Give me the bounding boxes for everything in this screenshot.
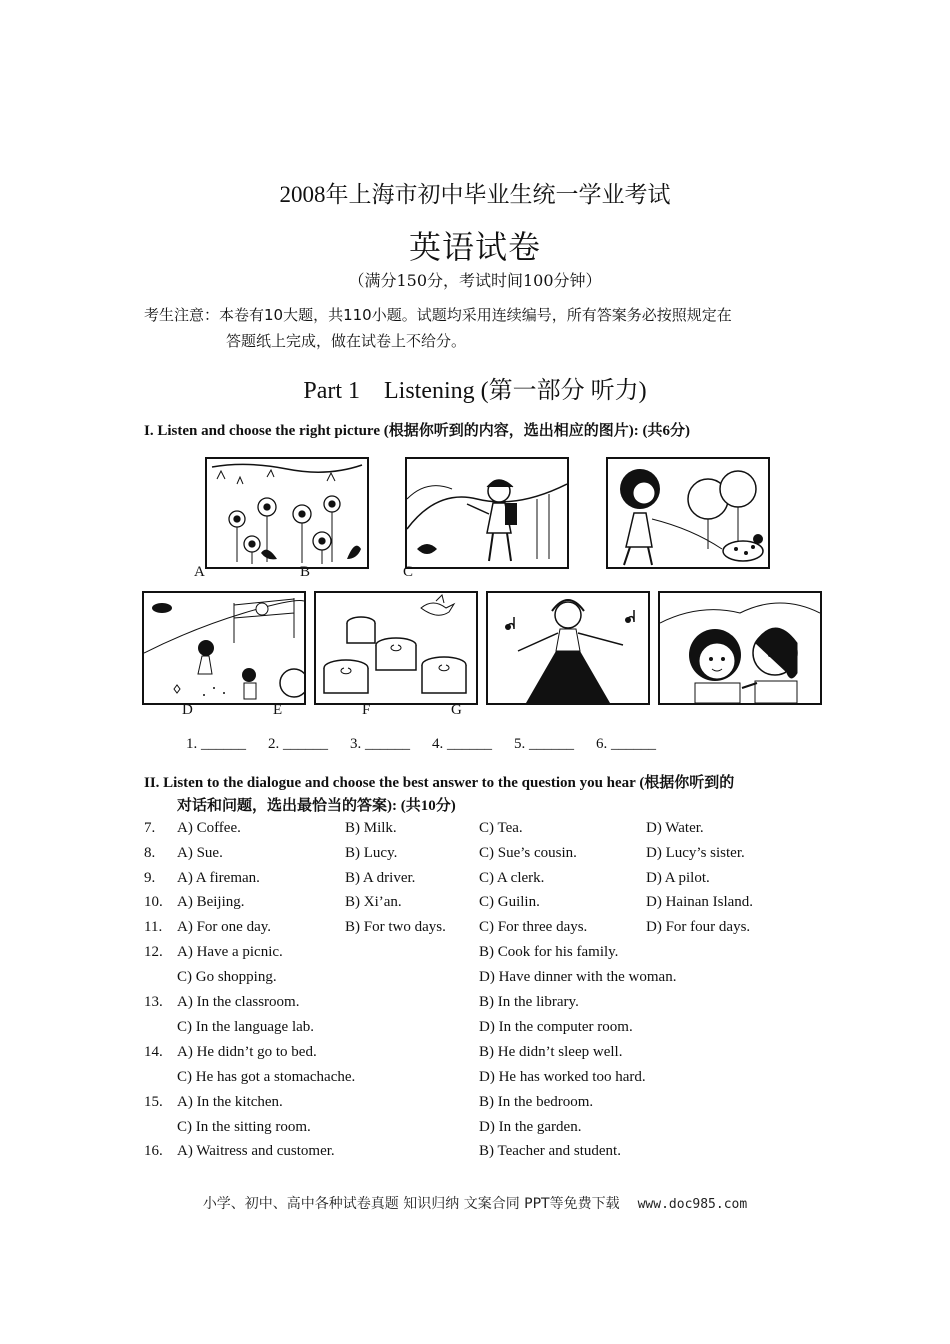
answer-blank-5[interactable]: 5. ______ [514,736,574,752]
answer-blank-1[interactable]: 1. ______ [186,736,246,752]
picture-label-b: B [300,564,311,580]
notice-line-2: 答题纸上完成，做在试卷上不给分。 [226,332,467,350]
option-b[interactable]: B) For two days. [345,919,446,935]
picture-label-g: G [451,702,462,718]
question-number: 15. [144,1094,163,1110]
question-number: 9. [144,870,156,886]
answer-blank-6[interactable]: 6. ______ [596,736,656,752]
option-d[interactable]: D) Have dinner with the woman. [479,969,677,985]
answer-blank-3[interactable]: 3. ______ [350,736,410,752]
girl-walking-dog-picture [608,459,768,567]
answer-blanks [186,736,678,753]
option-d[interactable]: D) He has worked too hard. [479,1069,646,1085]
option-d[interactable]: D) Hainan Island. [646,894,754,910]
option-a[interactable]: A) In the kitchen. [177,1094,283,1110]
picture-a [205,457,369,569]
volleyball-beach-picture [144,593,304,703]
picture-c [606,457,770,569]
option-c[interactable]: C) In the language lab. [177,1019,315,1035]
option-c[interactable]: C) In the sitting room. [177,1119,311,1135]
option-a[interactable]: A) Coffee. [177,820,241,836]
part-title: Part 1 Listening (第一部分 听力) [303,378,647,404]
paper-subject: 英语试卷 [408,229,541,265]
option-b[interactable]: B) Teacher and student. [479,1143,621,1159]
question-13 [144,994,844,1019]
candidate-notice [144,302,824,354]
picture-f [486,591,650,705]
picture-label-a: A [194,564,205,580]
option-d[interactable]: D) In the computer room. [479,1019,633,1035]
option-c[interactable]: C) Sue’s cousin. [479,845,577,861]
option-c[interactable]: C) Go shopping. [177,969,277,985]
picture-label-d: D [182,702,193,718]
answer-blank-2[interactable]: 2. ______ [268,736,328,752]
option-c[interactable]: C) He has got a stomachache. [177,1069,356,1085]
option-a[interactable]: A) Have a picnic. [177,944,283,960]
exam-title: 2008年上海市初中毕业生统一学业考试 [279,182,671,207]
question-10 [144,894,844,919]
option-b[interactable]: B) Xi’an. [345,894,402,910]
picture-e [314,591,478,705]
option-a[interactable]: A) A fireman. [177,870,260,886]
option-c[interactable]: C) Tea. [479,820,523,836]
option-b[interactable]: B) Milk. [345,820,397,836]
option-d[interactable]: D) Water. [646,820,704,836]
picture-label-f: F [362,702,371,718]
question-12 [144,944,844,969]
picture-label-e: E [273,702,283,718]
question-14 [144,1044,844,1069]
section-2-heading-line-1: II. Listen to the dialogue and choose the best answer to the question you hear (根据你听到的 [144,775,735,791]
option-b[interactable]: B) In the library. [479,994,579,1010]
question-number: 14. [144,1044,163,1060]
option-b[interactable]: B) He didn’t sleep well. [479,1044,623,1060]
tree-stumps-bird-picture [316,593,476,703]
page-footer [0,1193,950,1213]
option-d[interactable]: D) In the garden. [479,1119,582,1135]
option-a[interactable]: A) In the classroom. [177,994,300,1010]
footer-text: 小学、初中、高中各种试卷真题 知识归纳 文案合同 PPT等免费下载 [202,1196,620,1212]
question-13-cont [144,1019,844,1044]
footer-url[interactable]: www.doc985.com [637,1197,748,1212]
question-number: 8. [144,845,156,861]
question-15-cont [144,1119,844,1144]
question-number: 12. [144,944,163,960]
question-number: 7. [144,820,156,836]
section-1-heading: I. Listen and choose the right picture (根据你听到的内容，选出相应的图片): (共6分) [144,423,690,439]
hiker-girl-picture [407,459,567,567]
option-b[interactable]: B) Cook for his family. [479,944,619,960]
picture-d [142,591,306,705]
option-a[interactable]: A) For one day. [177,919,272,935]
option-d[interactable]: D) A pilot. [646,870,710,886]
picture-g [658,591,822,705]
answer-blank-4[interactable]: 4. ______ [432,736,492,752]
option-a[interactable]: A) Beijing. [177,894,245,910]
option-a[interactable]: A) Waitress and customer. [177,1143,335,1159]
question-8 [144,845,844,870]
question-15 [144,1094,844,1119]
option-b[interactable]: B) In the bedroom. [479,1094,594,1110]
picture-label-c: C [403,564,414,580]
section-2-heading-line-2: 对话和问题，选出最恰当的答案): (共10分) [177,798,456,814]
option-c[interactable]: C) For three days. [479,919,588,935]
question-11 [144,919,844,944]
option-d[interactable]: D) Lucy’s sister. [646,845,745,861]
flowers-garden-picture [207,459,367,567]
option-b[interactable]: B) A driver. [345,870,416,886]
option-a[interactable]: A) Sue. [177,845,223,861]
question-9 [144,870,844,895]
option-c[interactable]: C) A clerk. [479,870,545,886]
dancing-girl-picture [488,593,648,703]
two-children-picture [660,593,820,703]
section-2-heading [144,772,814,818]
question-14-cont [144,1069,844,1094]
question-12-cont [144,969,844,994]
option-a[interactable]: A) He didn’t go to bed. [177,1044,317,1060]
notice-line-1: 考生注意：本卷有10大题，共110小题。试题均采用连续编号，所有答案务必按照规定在 [144,306,732,324]
question-number: 13. [144,994,163,1010]
option-c[interactable]: C) Guilin. [479,894,540,910]
question-number: 10. [144,894,163,910]
question-16 [144,1143,844,1168]
question-number: 11. [144,919,163,935]
option-d[interactable]: D) For four days. [646,919,751,935]
question-number: 16. [144,1143,163,1159]
exam-info: （满分150分，考试时间100分钟） [348,271,602,290]
picture-b [405,457,569,569]
option-b[interactable]: B) Lucy. [345,845,398,861]
question-7 [144,820,844,845]
